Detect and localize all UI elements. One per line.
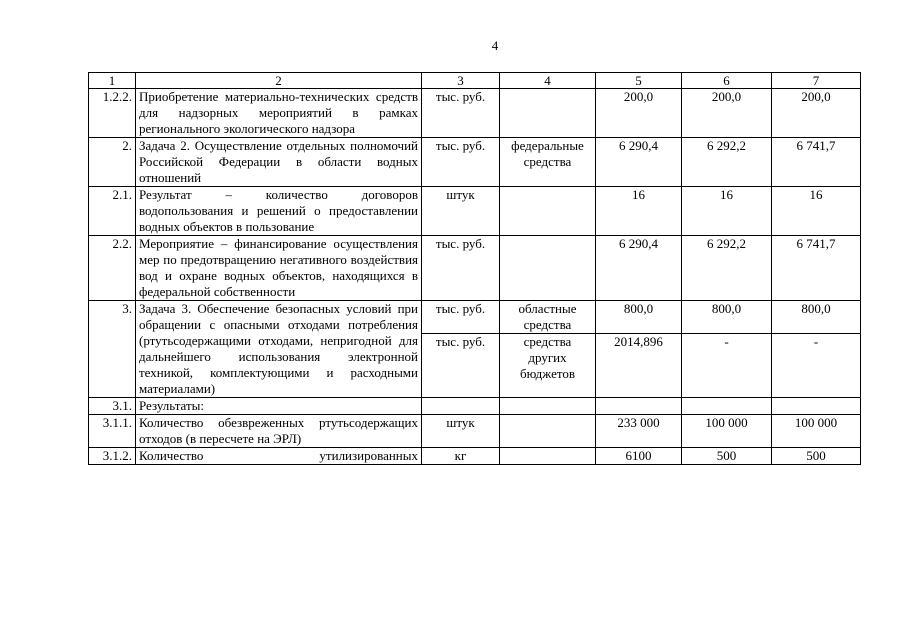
- column-header: 3: [422, 73, 500, 89]
- page-number: 4: [491, 38, 499, 53]
- row-source: [500, 448, 596, 465]
- row-unit: штук: [422, 187, 500, 236]
- row-value-7: 500: [772, 448, 861, 465]
- row-value-6: 500: [682, 448, 772, 465]
- row-value-6: 200,0: [682, 89, 772, 138]
- row-unit: тыс. руб.: [422, 89, 500, 138]
- row-value-5: 6 290,4: [596, 236, 682, 301]
- row-name: Количество утилизированных: [136, 448, 422, 465]
- table-row: [89, 448, 861, 465]
- row-number: 2.1.: [89, 187, 136, 236]
- row-value-6: [682, 398, 772, 415]
- table-row: [89, 187, 861, 236]
- row-number: 3.1.1.: [89, 415, 136, 448]
- row-unit: [422, 398, 500, 415]
- column-header: 1: [89, 73, 136, 89]
- row-value-7: 6 741,7: [772, 138, 861, 187]
- row-value-7: 6 741,7: [772, 236, 861, 301]
- data-table: [88, 72, 861, 465]
- row-number: 2.2.: [89, 236, 136, 301]
- row-source: федеральные средства: [500, 138, 596, 187]
- row-number: 3.1.2.: [89, 448, 136, 465]
- row-unit: штук: [422, 415, 500, 448]
- row-name: Результат – количество договоров водопользования и решений о предоставлении водных объектов в пользование: [136, 187, 422, 236]
- row-value-7: [772, 398, 861, 415]
- row-value-6: 100 000: [682, 415, 772, 448]
- row-source: [500, 398, 596, 415]
- row-number: 1.2.2.: [89, 89, 136, 138]
- row-value-7: 16: [772, 187, 861, 236]
- column-header: 7: [772, 73, 861, 89]
- row-value-6: -: [682, 334, 772, 398]
- row-source: [500, 89, 596, 138]
- row-value-5: [596, 398, 682, 415]
- row-name: Мероприятие – финансирование осуществления мер по предотвращению негативного воздействия вод и охране водных объектов, находящихся в федеральной собственности: [136, 236, 422, 301]
- row-name: Приобретение материально-технических средств для надзорных мероприятий в рамках регионального экологического надзора: [136, 89, 422, 138]
- row-value-5: 16: [596, 187, 682, 236]
- row-value-6: 16: [682, 187, 772, 236]
- row-number: 3.1.: [89, 398, 136, 415]
- row-value-5: 233 000: [596, 415, 682, 448]
- row-name: Результаты:: [136, 398, 422, 415]
- row-value-5: 2014,896: [596, 334, 682, 398]
- column-header: 5: [596, 73, 682, 89]
- row-source: [500, 415, 596, 448]
- row-source: средства других бюджетов: [500, 334, 596, 398]
- column-header: 2: [136, 73, 422, 89]
- row-source: [500, 236, 596, 301]
- table-row: [89, 138, 861, 187]
- row-name: Количество обезвреженных ртутьсодержащих отходов (в пересчете на ЭРЛ): [136, 415, 422, 448]
- row-value-6: 6 292,2: [682, 236, 772, 301]
- row-number: 2.: [89, 138, 136, 187]
- row-name: Задача 3. Обеспечение безопасных условий при обращении с опасными отходами потребления (ртутьсодержащими отходами, непригодной для дальнейшего использования электронной техникой, комплектующими и расходными материалами): [136, 301, 422, 398]
- row-value-7: 800,0: [772, 301, 861, 334]
- table-header-row: [89, 73, 861, 89]
- row-value-5: 800,0: [596, 301, 682, 334]
- row-value-6: 800,0: [682, 301, 772, 334]
- row-unit: тыс. руб.: [422, 301, 500, 334]
- table-row: [89, 398, 861, 415]
- row-value-5: 200,0: [596, 89, 682, 138]
- row-value-6: 6 292,2: [682, 138, 772, 187]
- row-unit: кг: [422, 448, 500, 465]
- row-value-5: 6100: [596, 448, 682, 465]
- row-name: Задача 2. Осуществление отдельных полномочий Российской Федерации в области водных отношений: [136, 138, 422, 187]
- row-value-7: 100 000: [772, 415, 861, 448]
- table-row: [89, 89, 861, 138]
- row-unit: тыс. руб.: [422, 334, 500, 398]
- table-row: [89, 415, 861, 448]
- row-value-7: -: [772, 334, 861, 398]
- row-value-5: 6 290,4: [596, 138, 682, 187]
- row-value-7: 200,0: [772, 89, 861, 138]
- column-header: 4: [500, 73, 596, 89]
- row-unit: тыс. руб.: [422, 236, 500, 301]
- row-unit: тыс. руб.: [422, 138, 500, 187]
- row-source: областные средства: [500, 301, 596, 334]
- row-number: 3.: [89, 301, 136, 398]
- row-source: [500, 187, 596, 236]
- table-row: [89, 301, 861, 334]
- column-header: 6: [682, 73, 772, 89]
- table-row: [89, 236, 861, 301]
